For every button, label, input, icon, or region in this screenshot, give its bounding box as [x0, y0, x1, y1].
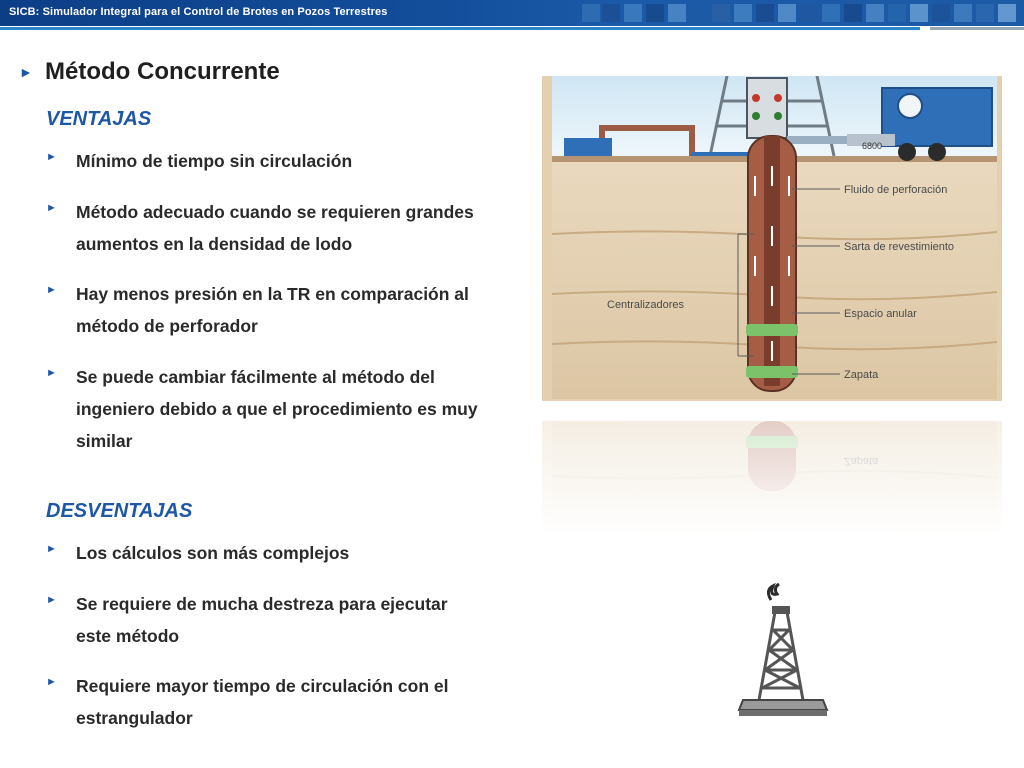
ventajas-item	[46, 278, 536, 342]
desventajas-heading: DESVENTAJAS	[46, 500, 193, 522]
slide-title	[19, 56, 280, 88]
desventajas-item	[46, 670, 536, 734]
shoe	[746, 366, 798, 378]
ventajas-item-text: Hay menos presión en la TR en comparación al método de perforador	[76, 284, 469, 336]
ventajas-item-text: Se puede cambiar fácilmente al método del ingeniero debido a que el procedimiento es muy similar	[76, 367, 478, 451]
mud-tank	[564, 138, 612, 156]
ventajas-heading: VENTAJAS	[46, 108, 152, 130]
bop-stack	[747, 78, 787, 138]
desventajas-item-text: Requiere mayor tiempo de circulación con el estrangulador	[76, 676, 449, 728]
header-rule	[0, 27, 920, 30]
label-sarta: Sarta de revestimiento	[844, 241, 955, 253]
diagram-main	[542, 76, 1002, 401]
title-bullet-icon: ►	[19, 64, 33, 80]
bullet-icon: ►	[46, 676, 57, 688]
bullet-icon: ►	[46, 594, 57, 606]
bullet-icon: ►	[46, 284, 57, 296]
header-decoration	[572, 0, 1024, 26]
desventajas-item-text: Los cálculos son más complejos	[76, 543, 350, 563]
bullet-icon: ►	[46, 543, 57, 555]
label-centralizadores: Centralizadores	[607, 299, 685, 311]
centralizer	[746, 324, 798, 336]
label-fluido: Fluido de perforación	[844, 184, 948, 196]
bullet-icon: ►	[46, 367, 57, 379]
header-title: SICB: Simulador Integral para el Control de Brotes en Pozos Terrestres	[9, 6, 388, 18]
desventajas-item	[46, 588, 536, 652]
ventajas-item	[46, 361, 536, 457]
ventajas-item	[46, 145, 536, 177]
ventajas-item	[46, 196, 536, 260]
desventajas-item	[46, 537, 536, 569]
label-espacio-anular: Espacio anular	[844, 308, 917, 320]
desventajas-item-text: Se requiere de mucha destreza para ejecutar este método	[76, 594, 448, 646]
bullet-icon: ►	[46, 202, 57, 214]
oil-derrick-icon	[735, 582, 831, 722]
label-zapata: Zapata	[844, 369, 879, 381]
well-diagram	[542, 76, 1002, 536]
header-bar	[0, 0, 1024, 26]
ventajas-item-text: Mínimo de tiempo sin circulación	[76, 151, 353, 171]
ventajas-item-text: Método adecuado cuando se requieren grandes aumentos en la densidad de lodo	[76, 202, 474, 254]
slide-title-text: Método Concurrente	[45, 58, 280, 85]
pump-label: 6800	[862, 141, 883, 151]
header-rule-end	[930, 27, 1024, 30]
bullet-icon: ►	[46, 151, 57, 163]
